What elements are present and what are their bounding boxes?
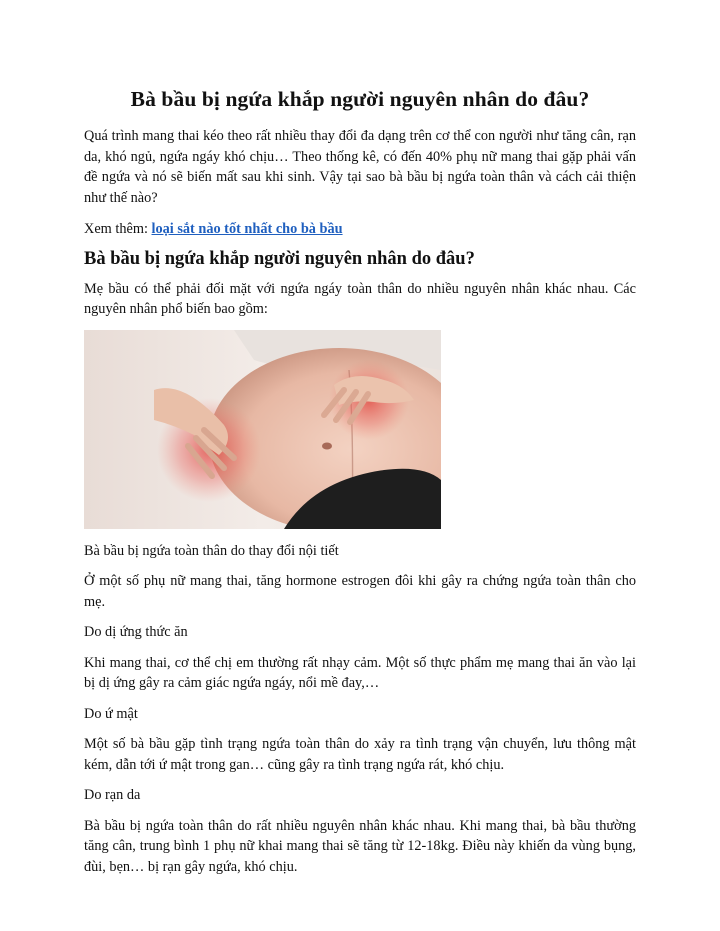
intro-paragraph: Quá trình mang thai kéo theo rất nhiều thay đổi đa dạng trên cơ thể con người như tăng cân, rạn da, khó ngủ, ngứa ngáy khó chịu… Theo thống kê, có đến 40% phụ nữ mang thai gặp phải vấn đề ngứa và nó sẽ biến mất sau khi sinh. Vậy tại sao bà bầu bị ngứa toàn thân và cách cải thiện như thế nào? — [84, 128, 636, 206]
cause-text-stretch-marks: Bà bầu bị ngứa toàn thân do rất nhiều nguyên nhân khác nhau. Khi mang thai, bà bầu thường tăng cân, trung bình 1 phụ nữ khai mang thai sẽ tăng từ 12-18kg. Điều này khiến da vùng bụng, đùi, bẹn… bị rạn gây ngứa, khó chịu. — [84, 817, 636, 875]
cause-heading-stretch-marks: Do rạn da — [84, 787, 141, 803]
image-caption: Bà bầu bị ngứa toàn thân do thay đổi nội tiết — [84, 542, 339, 559]
see-also-prefix: Xem thêm: — [84, 221, 152, 237]
section-heading: Bà bầu bị ngứa khắp người nguyên nhân do đâu? — [84, 248, 475, 269]
see-also-link[interactable]: loại sắt nào tốt nhất cho bà bầu — [151, 221, 343, 237]
see-also-line — [84, 219, 636, 240]
cause-heading-food-allergy: Do dị ứng thức ăn — [84, 624, 188, 640]
pregnant-belly-photo — [84, 330, 441, 529]
document-page — [84, 86, 636, 887]
section-lead-paragraph: Mẹ bầu có thể phải đối mặt với ngứa ngáy toàn thân do nhiều nguyên nhân khác nhau. Các nguyên nhân phổ biến bao gồm: — [84, 280, 636, 317]
cause-heading-cholestasis: Do ứ mật — [84, 705, 138, 722]
article-title: Bà bầu bị ngứa khắp người nguyên nhân do đâu? — [130, 87, 590, 111]
cause-text-cholestasis: Một số bà bầu gặp tình trạng ngứa toàn thân do xảy ra tình trạng vận chuyển, lưu thông mật kém, dẫn tới ứ mật trong gan… cũng gây ra tình trạng ngứa rát, khó chịu. — [84, 736, 636, 773]
hormone-paragraph: Ở một số phụ nữ mang thai, tăng hormone estrogen đôi khi gây ra chứng ngứa toàn thân cho mẹ. — [84, 573, 636, 610]
cause-text-food-allergy: Khi mang thai, cơ thể chị em thường rất nhạy cảm. Một số thực phẩm mẹ mang thai ăn vào lại bị dị ứng gây ra cảm giác ngứa ngáy, nổi mề đay,… — [84, 654, 636, 691]
